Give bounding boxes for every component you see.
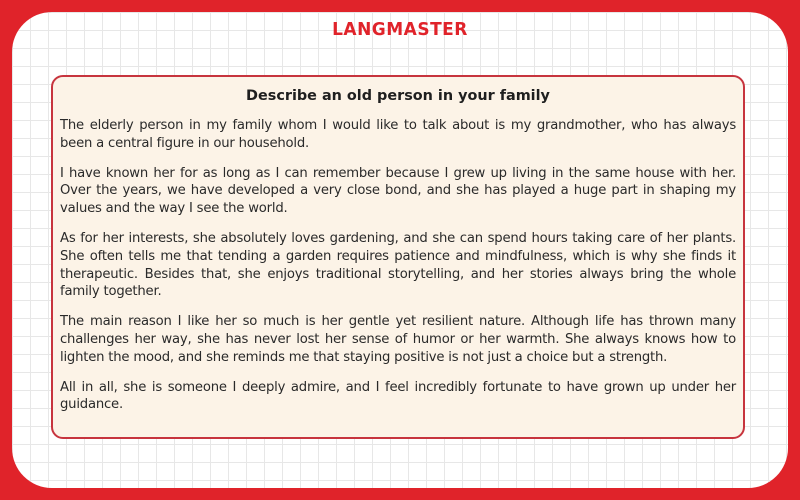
essay-title: Describe an old person in your family (246, 88, 550, 104)
essay-card (51, 75, 745, 439)
essay-paragraph: As for her interests, she absolutely loves gardening, and she can spend hours taking care of her plants. She often tells me that tending a garden requires patience and mindfulness, which is why she finds it therapeutic. Besides that, she enjoys traditional storytelling, and her stories always bring the whole family together. (60, 230, 736, 300)
essay-paragraph: The main reason I like her so much is her gentle yet resilient nature. Although life has thrown many challenges her way, she has never lost her sense of humor or her warmth. She always knows how to lighten the mood, and she reminds me that staying positive is not just a choice but a strength. (60, 314, 736, 365)
essay-paragraph: The elderly person in my family whom I would like to talk about is my grandmother, who has always been a central figure in our household. (60, 118, 736, 151)
essay-paragraph: I have known her for as long as I can remember because I grew up living in the same house with her. Over the years, we have developed a very close bond, and she has played a huge part in shaping my values and the way I see the world. (60, 165, 736, 217)
brand-logo: LANGMASTER (332, 19, 468, 41)
essay-paragraph: All in all, she is someone I deeply admire, and I feel incredibly fortunate to have grown up under her guidance. (60, 379, 736, 413)
